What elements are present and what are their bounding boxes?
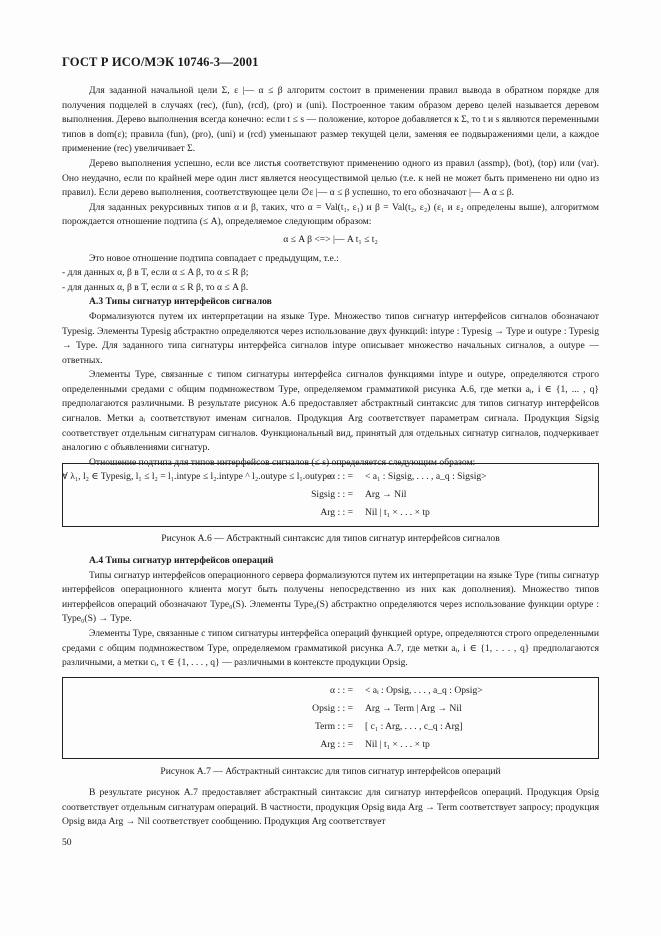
paragraph-recursive-types: Для заданных рекурсивных типов α и β, таких, что α = Val(t₁, ε₁) и β = Val(t₂, ε₂) (ε₁ и ε₂ определены выше), алгоритмом порождается отношение подтипа (≤ A), определяемое следующим образом: <box>62 201 599 228</box>
section-heading-a3: A.3 Типы сигнатур интерфейсов сигналов <box>89 296 272 308</box>
grammar-rhs: Arg → Term | Arg → Nil <box>365 703 462 714</box>
grammar-row <box>63 488 598 502</box>
paragraph-closing: В результате рисунок А.7 предоставляет абстрактный синтаксис для сигнатур интерфейсов операций. Продукция Opsig соответствует отдельным сигнатурам операций. В частности, продукция Opsig вида Arg → Term соответствует запросу; продукция Opsig вида Arg → Nil соответствует сообщению. Продукция Arg соответствует <box>62 787 599 828</box>
grammar-row <box>63 684 598 698</box>
body-block-2 <box>62 554 599 671</box>
relation-list <box>62 266 599 295</box>
paragraph-a3-intro: Формализуются путем их интерпретации на языке Type. Множество типов сигнатур интерфейсов сигналов обозначают Typesig. Элементы Typesig абстрактно определяются через использование двух функций: intype : Typesig → Type и outype : Typesig → Type. Для заданного типа сигнатуры интерфейса сигналов intype описывает множество начальных сигналов, а outype — ответных. <box>62 310 599 366</box>
grammar-lhs: α : : = <box>330 685 353 696</box>
grammar-lhs: Sigsig : : = <box>311 489 353 500</box>
grammar-rhs: < a₁ : Sigsig, . . . , a_q : Sigsig> <box>365 471 487 482</box>
page-number: 50 <box>62 837 72 848</box>
paragraph-execution-tree: Для заданной начальной цели Σ, ε |— α ≤ β алгоритм состоит в применении правил вывода в обратном порядке для получения подцелей в случаях (rec), (fun), (rcd), (pro) и (uni). Построенное таким образом дерево целей называется деревом выполнения. Дерево выполнения всегда конечно: если t ≤ s — положение, которое добавляется к Σ, то t и s являются переменными типов в dom(ε); правила (fun), (pro), (uni) и (rcd) уменьшают размер текущей цели, заменяя ее подвыражениями цели, а каждое применение (rec) увеличивает Σ. <box>62 85 599 155</box>
grammar-row <box>63 470 598 484</box>
grammar-row <box>63 506 598 520</box>
body-block-3 <box>62 786 599 830</box>
grammar-row <box>63 720 598 734</box>
figure-a6-caption: Рисунок А.6 — Абстрактный синтаксис для типов сигнатур интерфейсов сигналов <box>161 533 500 544</box>
grammar-rhs: Nil | t₁ × . . . × tp <box>365 739 430 750</box>
paragraph-a3-elements: Элементы Type, связанные с типом сигнатуры интерфейса сигналов функциями intype и outype, определяются строго определенными средами с общим подмножеством Type, определяемом грамматикой рисунка А.6, где метки aᵢ, i ∈ {1, ... , q} предполагаются различными. В результате рисунок А.6 предоставляет абстрактный синтаксис для типов сигнатур интерфейсов сигналов. Метки aᵢ соответствуют именам сигналов. Продукция Arg соответствует параметрам сигнала. Продукция Sigsig соответствует отдельным сигнатурам сигналов. Функциональный вид, принятый для отдельных сигнатур сигналов, подчеркивает аналогию с объявлениями сигнатур. <box>62 369 599 454</box>
paragraph-tree-success: Дерево выполнения успешно, если все листья соответствуют применению одного из правил (assmp), (bot), (top) или (var). Оно неудачно, если по крайней мере один лист является неосуществимой целью (т.е. к ней не может быть применено ни одно из правил). Если дерево выполнения, соответствующее цели ∅ε |— α ≤ β успешно, то его обозначают |— A α ≤ β. <box>62 157 599 199</box>
grammar-row <box>63 738 598 752</box>
grammar-row <box>63 702 598 716</box>
paragraph-a4-elements: Элементы Type, связанные с типом сигнатуры интерфейса операций функцией optype, определяются строго определенными средами с общим подмножеством Type, определяемом грамматикой рисунка А.7, где метки aᵢ, i ∈ {1, . . . , q} предполагаются различными, а метки cᵢ, τ ∈ {1, . . . , q} — различными в контексте продукции Opsig. <box>62 627 599 669</box>
list-item: - для данных α, β в T, если α ≤ A β, то α ≤ R β; <box>62 267 249 279</box>
body-block-1 <box>62 84 599 485</box>
list-item: - для данных α, β в T, если α ≤ R β, то α ≤ A β. <box>62 281 249 293</box>
grammar-rhs: < aᵢ : Opsig, . . . , a_q : Opsig> <box>365 685 483 696</box>
paragraph-a3-subtype: Отношение подтипа для типов интерфейсов сигналов (≤ s) определяется следующим образом: <box>89 456 476 468</box>
figure-a7-caption: Рисунок А.7 — Абстрактный синтаксис для типов сигнатур интерфейсов операций <box>160 766 501 777</box>
grammar-rhs: [ c₁ : Arg, . . . , c_q : Arg] <box>365 721 463 732</box>
running-header: ГОСТ Р ИСО/МЭК 10746-3—2001 <box>62 55 259 69</box>
grammar-rhs: Arg → Nil <box>365 489 407 500</box>
paragraph-new-relation: Это новое отношение подтипа совпадает с предыдущим, т.е.: <box>89 252 339 264</box>
figure-a6-grammar <box>62 463 599 527</box>
grammar-lhs: α : : = <box>330 471 353 482</box>
formula-signal-subtype: ∀ λ₁, l₂ ∈ Typesig, l₁ ≤ l₂ = l₁.intype ≤ l₂.intype ^ l₂.outype ≤ l₁.outype <box>62 471 332 483</box>
paragraph-a4-intro: Типы сигнатур интерфейсов операционного сервера формализуются путем их интерпретации на языке Type (типы сигнатур интерфейсов операционного клиента могут быть получены непосредственно из них как дополнения). Множество типов интерфейсов операций обозначают Type₀(S). Элементы Type₀(S) абстрактно определяются через использование функции optype : Type₀(S) → Type. <box>62 569 599 625</box>
figure-a7-grammar <box>62 677 599 759</box>
grammar-lhs: Term : : = <box>314 721 353 732</box>
subtype-formula: α ≤ A β <=> |— A t₁ ≤ t₂ <box>283 233 378 245</box>
grammar-lhs: Arg : : = <box>320 507 353 518</box>
grammar-lhs: Opsig : : = <box>312 703 353 714</box>
grammar-lhs: Arg : : = <box>320 739 353 750</box>
section-heading-a4: А.4 Типы сигнатур интерфейсов операций <box>89 555 274 566</box>
grammar-rhs: Nil | t₁ × . . . × tp <box>365 507 430 518</box>
